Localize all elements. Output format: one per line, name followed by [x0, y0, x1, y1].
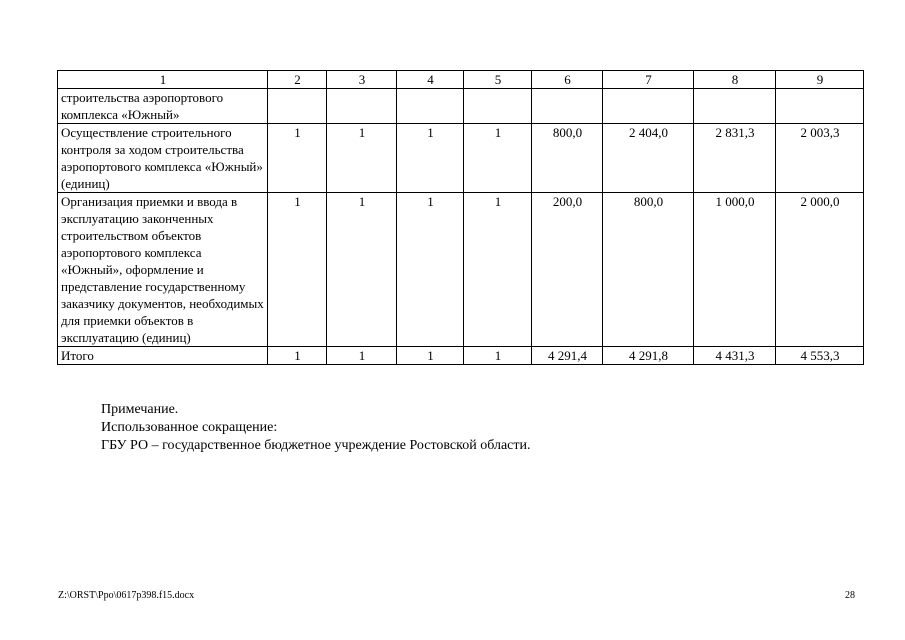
table-cell: 800,0 [532, 124, 603, 193]
table-cell: 2 003,3 [776, 124, 864, 193]
table-cell [603, 89, 694, 124]
row-name: строительства аэропортового комплекса «Южный» [58, 89, 268, 124]
table-cell [776, 89, 864, 124]
row-name: Итого [58, 347, 268, 365]
table-cell: 1 000,0 [694, 193, 776, 347]
table-cell: 1 [268, 347, 327, 365]
table-cell: 2 000,0 [776, 193, 864, 347]
note-subtitle: Использованное сокращение: [101, 420, 278, 435]
note-block [101, 401, 531, 455]
table-cell: 1 [464, 124, 532, 193]
table-cell [532, 89, 603, 124]
table-cell: 2 831,3 [694, 124, 776, 193]
table-cell: 1 [397, 193, 464, 347]
note-abbreviation: ГБУ РО – государственное бюджетное учреждение Ростовской области. [101, 438, 531, 453]
table-cell: 1 [464, 347, 532, 365]
table-cell: 1 [464, 193, 532, 347]
table-cell: 1 [268, 124, 327, 193]
table-row [58, 89, 864, 124]
table-cell: 800,0 [603, 193, 694, 347]
table-cell: 2 404,0 [603, 124, 694, 193]
table-cell: 4 431,3 [694, 347, 776, 365]
page-number: 28 [845, 590, 855, 601]
note-title: Примечание. [101, 402, 179, 417]
row-name: Осуществление строительного контроля за ходом строительства аэропортового комплекса «Южный» (единиц) [58, 124, 268, 193]
table-cell [327, 89, 397, 124]
header-cell: 8 [694, 71, 776, 89]
header-cell: 6 [532, 71, 603, 89]
footer-file-path: Z:\ORST\Ppo\0617p398.f15.docx [58, 590, 195, 601]
table-total-row [58, 347, 864, 365]
data-table [57, 70, 864, 365]
header-cell: 3 [327, 71, 397, 89]
table-cell [464, 89, 532, 124]
header-cell: 9 [776, 71, 864, 89]
table-cell: 1 [397, 124, 464, 193]
table-cell [397, 89, 464, 124]
table-cell: 4 291,4 [532, 347, 603, 365]
table-cell [694, 89, 776, 124]
table-cell: 1 [397, 347, 464, 365]
table-cell: 1 [268, 193, 327, 347]
header-cell: 1 [58, 71, 268, 89]
table-cell: 1 [327, 193, 397, 347]
table-cell [268, 89, 327, 124]
header-cell: 5 [464, 71, 532, 89]
header-cell: 4 [397, 71, 464, 89]
table-cell: 1 [327, 124, 397, 193]
header-cell: 7 [603, 71, 694, 89]
header-cell: 2 [268, 71, 327, 89]
table-row [58, 193, 864, 347]
table-row [58, 124, 864, 193]
row-name: Организация приемки и ввода в эксплуатацию законченных строительством объектов аэропортового комплекса «Южный», оформление и представление государственному заказчику документов, необходимых для приемки объектов в эксплуатацию (единиц) [58, 193, 268, 347]
table-cell: 200,0 [532, 193, 603, 347]
table-cell: 4 291,8 [603, 347, 694, 365]
table-header-row [58, 71, 864, 89]
table-cell: 4 553,3 [776, 347, 864, 365]
table-cell: 1 [327, 347, 397, 365]
